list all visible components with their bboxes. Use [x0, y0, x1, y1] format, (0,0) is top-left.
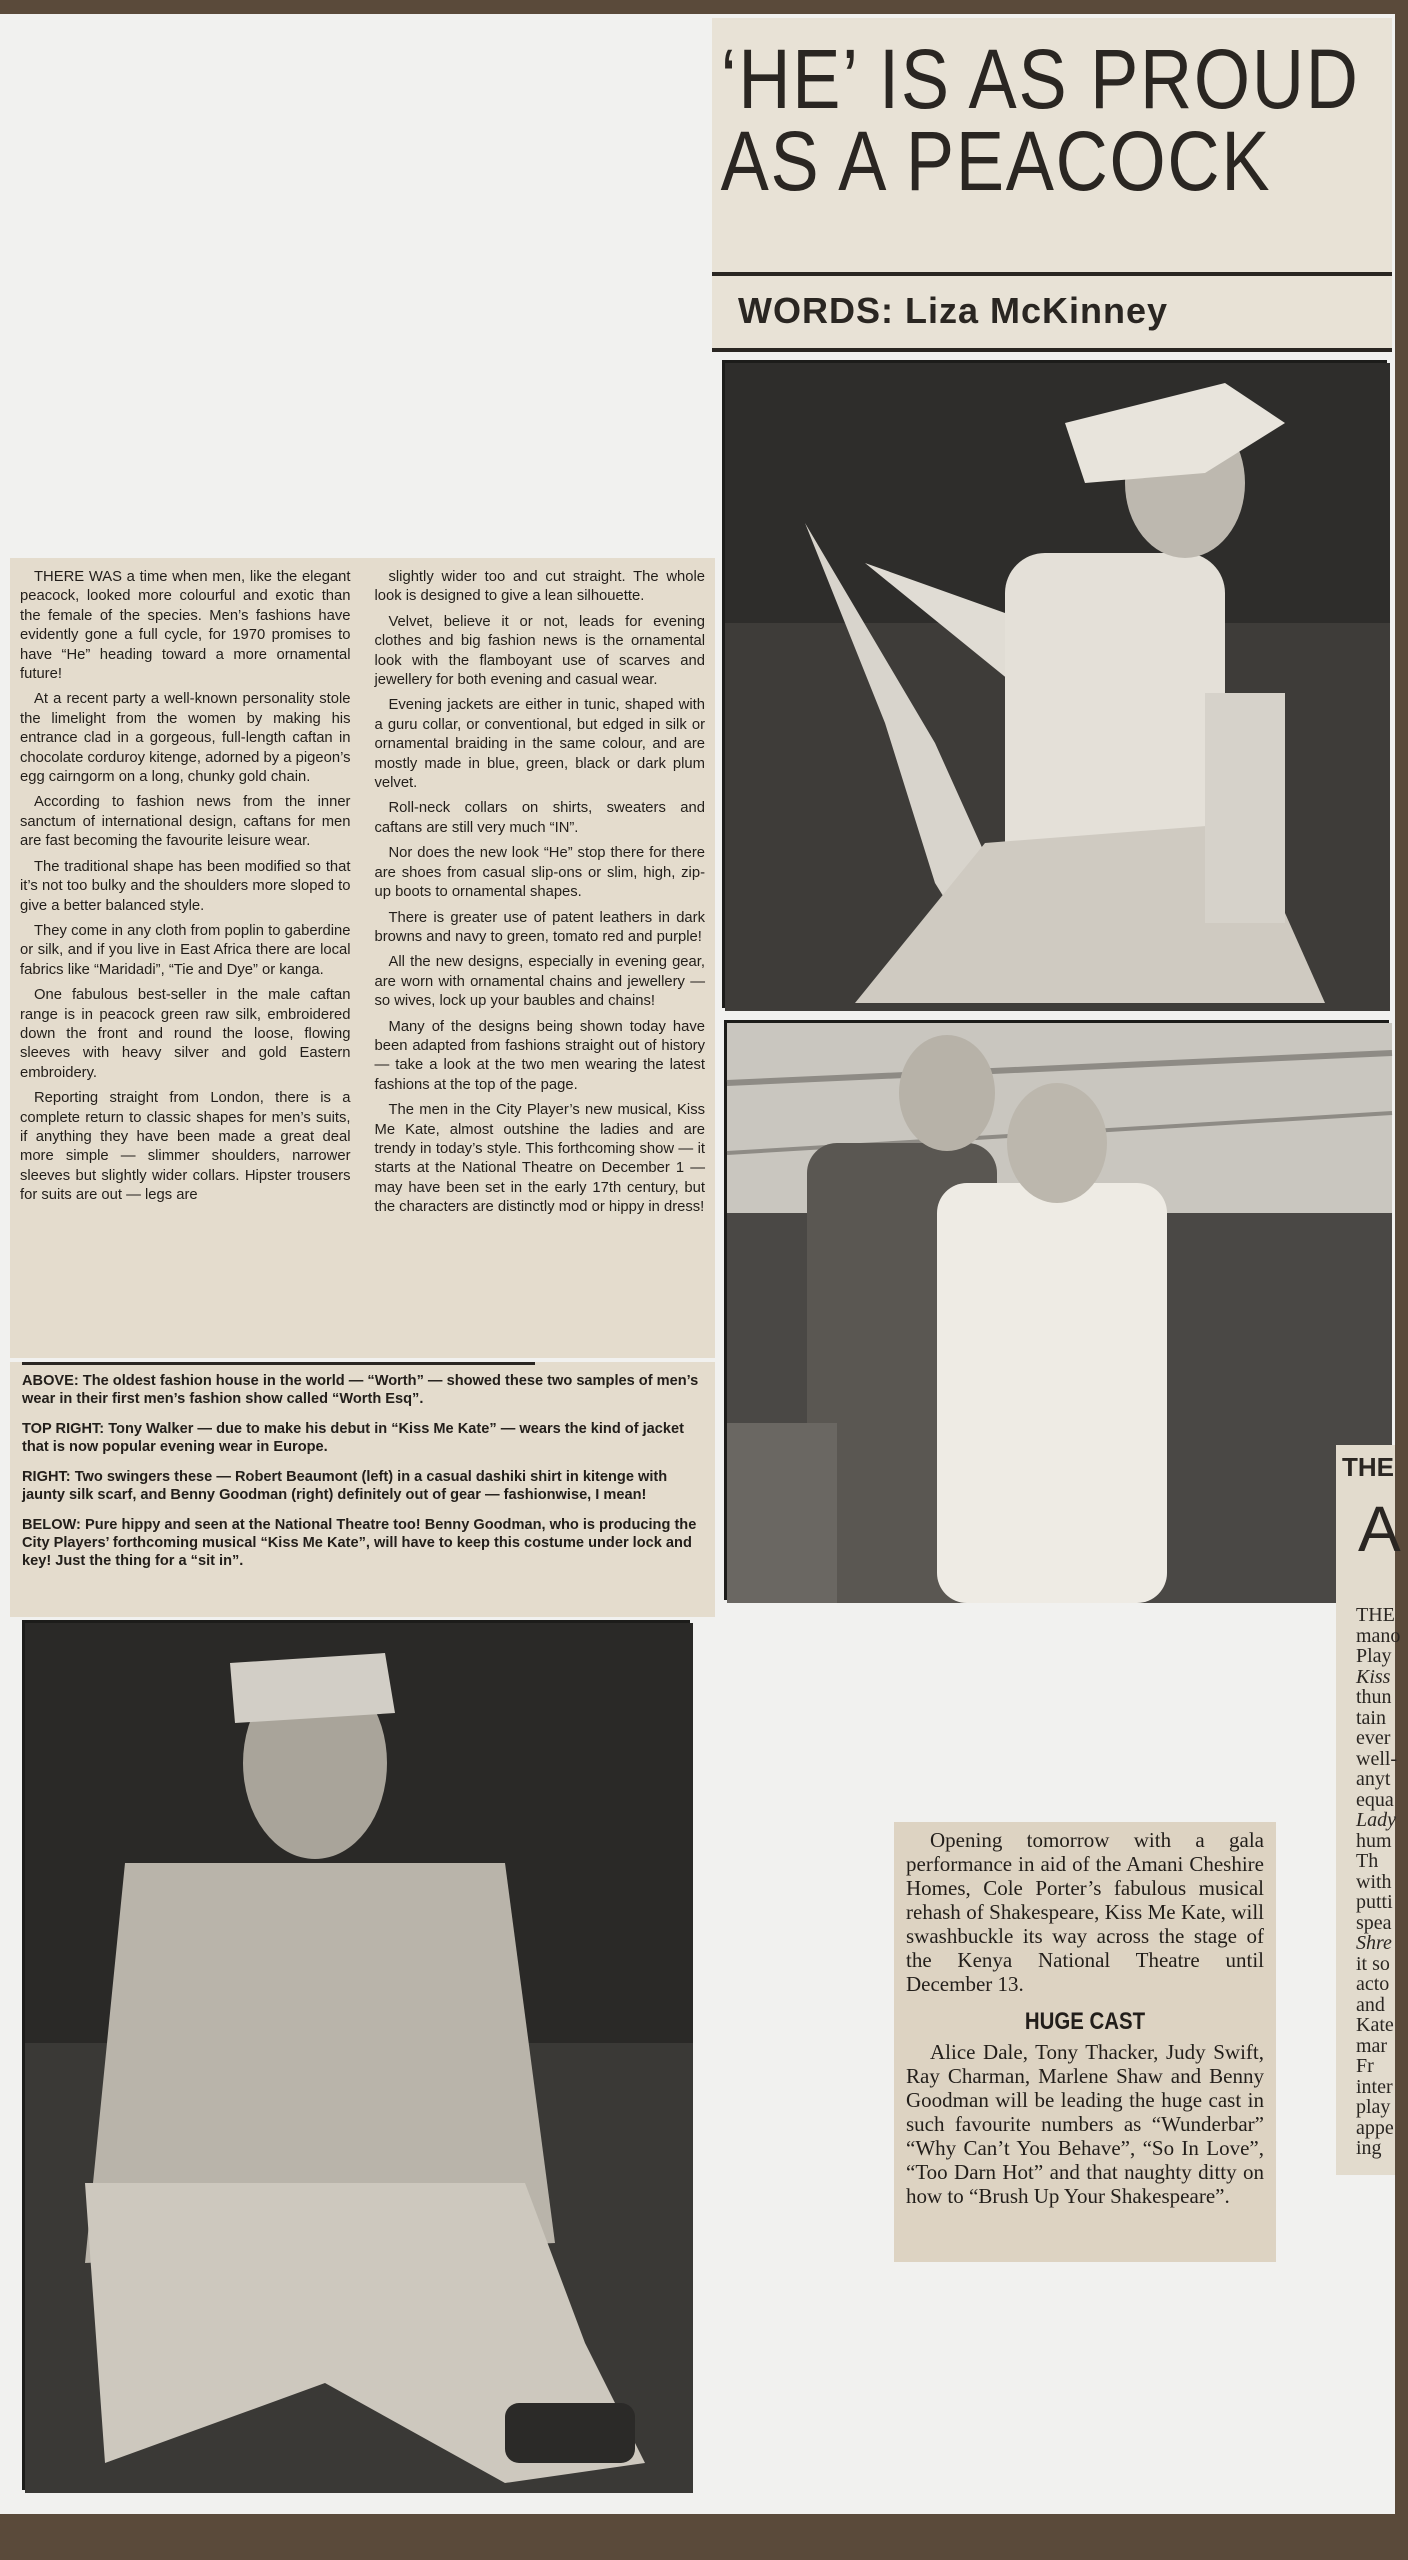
edge-line: mano [1356, 1624, 1401, 1647]
photo-figure [725, 363, 1390, 1011]
edge-line: appe [1356, 2116, 1394, 2139]
edge-line: hum [1356, 1829, 1392, 1852]
edge-line: play [1356, 2096, 1391, 2118]
edge-line: equa [1356, 1788, 1394, 1811]
edge-line: inter [1356, 2075, 1393, 2098]
article-paragraph: There is greater use of patent leathers in dark browns and navy to green, tomato red and purple! [374, 909, 705, 945]
edge-big-letter: A [1358, 1493, 1401, 1565]
edge-line: and [1356, 1993, 1385, 2016]
article-paragraph: Many of the designs being shown today have been adapted from fashions straight out of history — take a look at the two men wearing the latest fashions at the top of the page. [374, 1018, 705, 1093]
photo-figure [25, 1623, 693, 2493]
article-paragraph: The traditional shape has been modified so that it’s not too bulky and the shoulders more sloped to give a better balanced style. [20, 858, 351, 914]
play-clipping [894, 1822, 1276, 2262]
edge-line: mar [1356, 2034, 1388, 2057]
edge-line: anyt [1356, 1768, 1391, 1790]
headline-rule-top [712, 272, 1392, 276]
article-paragraph: All the new designs, especially in evening gear, are worn with ornamental chains and jewellery — so wives, lock up your baubles and chains! [374, 954, 705, 1010]
edge-line: Th [1356, 1850, 1379, 1872]
photo-figure [727, 1023, 1392, 1603]
play-subhead: HUGE CAST [1024, 2008, 1146, 2035]
captions [22, 1372, 703, 1582]
captions-clipping [10, 1362, 715, 1617]
edge-clipping [1336, 1445, 1401, 2175]
edge-line: Shre [1356, 1932, 1392, 1954]
edge-line: it so [1356, 1952, 1390, 1975]
article-paragraph: Velvet, believe it or not, leads for evening clothes and big fashion news is the ornamental look with the flamboyant use of scarves and jewellery for both evening and casual wear. [374, 613, 705, 689]
article-columns [20, 568, 705, 1224]
play-paragraph-2: Alice Dale, Tony Thacker, Judy Swift, Ray Charman, Marlene Shaw and Benny Goodman will be leading the huge cast in such favourite numbers as “Wunderbar” “Why Can’t You Behave”, “So In Love”, “Too Darn Hot” and that naughty ditty on how to “Brush Up Your Shakespeare”. [906, 2040, 1264, 2208]
edge-line: Fr [1356, 2055, 1374, 2077]
caption-right: RIGHT: Two swingers these — Robert Beaumont (left) in a casual dashiki shirt in kitenge with jaunty silk scarf, and Benny Goodman (right) definitely out of gear — fashionwise, I mean! [22, 1469, 668, 1503]
edge-line: acto [1356, 1973, 1390, 1995]
edge-line: Lady [1356, 1809, 1396, 1831]
article-paragraph: At a recent party a well-known personality stole the limelight from the women by making his entrance clad in a gorgeous, full-length caftan in chocolate corduroy kitenge, adorned by a pigeon’s egg cairngorm on a long, chunky gold chain. [20, 691, 351, 786]
edge-line: tain [1356, 1706, 1386, 1729]
play-text [894, 1822, 1276, 2218]
photo-tony-walker [722, 360, 1387, 1008]
edge-header: THE [1342, 1452, 1394, 1482]
caption-top-right: TOP RIGHT: Tony Walker — due to make his debut in “Kiss Me Kate” — wears the kind of jacket that is now popular evening wear in Europe. [22, 1421, 684, 1455]
edge-line: Kiss [1356, 1665, 1391, 1688]
article-paragraph: THERE WAS a time when men, like the elegant peacock, looked more colourful and exotic than the female of the species. Men’s fashions have evidently gone a full cycle, for 1970 promises to have “He” heading toward a more ornamental future! [20, 569, 351, 683]
edge-line: THE [1356, 1604, 1395, 1626]
caption-below: BELOW: Pure hippy and seen at the National Theatre too! Benny Goodman, who is producing the City Players’ forthcoming musical “Kiss Me Kate”, will have to keep this costume under lock and key! Just the thing for a “sit in”. [22, 1517, 697, 1569]
caption-above: ABOVE: The oldest fashion house in the world — “Worth” — showed these two samples of men’s wear in their first men’s fashion show called “Worth Esq”. [22, 1373, 699, 1407]
edge-line: Play [1356, 1645, 1392, 1667]
edge-line: spea [1356, 1911, 1392, 1934]
article-paragraph: Reporting straight from London, there is a complete return to classic shapes for men’s suits, if anything they have been made a great deal more simple — slimmer shoulders, narrower sleeves but slightly wider collars. Hipster trousers for suits are out — legs are [20, 1090, 351, 1204]
article-column-2 [375, 568, 706, 1224]
edge-lines [1356, 1605, 1400, 2159]
article-paragraph: They come in any cloth from poplin to gaberdine or silk, and if you live in East Africa there are local fabrics like “Maridadi”, “Tie and Dye” or kanga. [20, 922, 351, 978]
edge-line: thun [1356, 1686, 1392, 1708]
play-paragraph-1: Opening tomorrow with a gala performance in aid of the Amani Cheshire Homes, Cole Porter’s fabulous musical rehash of Shakespeare, Kiss Me Kate, will swashbuckle its way across the stage of the Kenya National Theatre until December 13. [906, 1828, 1264, 1996]
byline: WORDS: Liza McKinney [738, 290, 1169, 331]
article-paragraph: One fabulous best-seller in the male caftan range is in peacock green raw silk, embroidered down the front and round the loose, flowing sleeves with heavy silver and gold Eastern embroidery. [20, 987, 351, 1081]
edge-line: well- [1356, 1747, 1398, 1770]
headline-line-2: AS A PEACOCK [720, 114, 1272, 208]
photo-two-swingers [724, 1020, 1389, 1600]
article-paragraph: slightly wider too and cut straight. The whole look is designed to give a lean silhouette. [374, 569, 705, 605]
photo-benny-goodman [22, 1620, 690, 2490]
article-paragraph: Evening jackets are either in tunic, shaped with a guru collar, or conventional, but edged in silk or ornamental braiding in the same colour, and are mostly made in blue, green, black or dark plum velvet. [374, 697, 705, 792]
captions-rule [22, 1362, 535, 1365]
edge-line: ever [1356, 1727, 1391, 1749]
edge-line: putti [1356, 1891, 1393, 1913]
headline-rule-bottom [712, 348, 1392, 352]
article-paragraph: According to fashion news from the inner sanctum of international design, caftans for men are fast becoming the favourite leisure wear. [20, 794, 351, 850]
edge-line: Kate [1356, 2014, 1394, 2036]
article-column-1 [20, 568, 351, 1224]
headline-clipping [712, 18, 1392, 348]
article-paragraph: The men in the City Player’s new musical, Kiss Me Kate, almost outshine the ladies and are trendy in today’s style. This forthcoming show — it starts at the National Theatre on December 1 — may have been set in the early 17th century, but the characters are distinctly mod or hippy in dress! [374, 1102, 705, 1216]
article-paragraph: Nor does the new look “He” stop there for there are shoes from casual slip-ons or slim, high, zip-up boots to ornamental shapes. [374, 845, 705, 901]
article-paragraph: Roll-neck collars on shirts, sweaters and caftans are still very much “IN”. [374, 800, 705, 836]
headline-line-1: ‘HE’ IS AS PROUD [720, 32, 1360, 126]
article-clipping [10, 558, 715, 1358]
edge-line: ing [1356, 2137, 1382, 2159]
edge-line: with [1356, 1870, 1392, 1893]
